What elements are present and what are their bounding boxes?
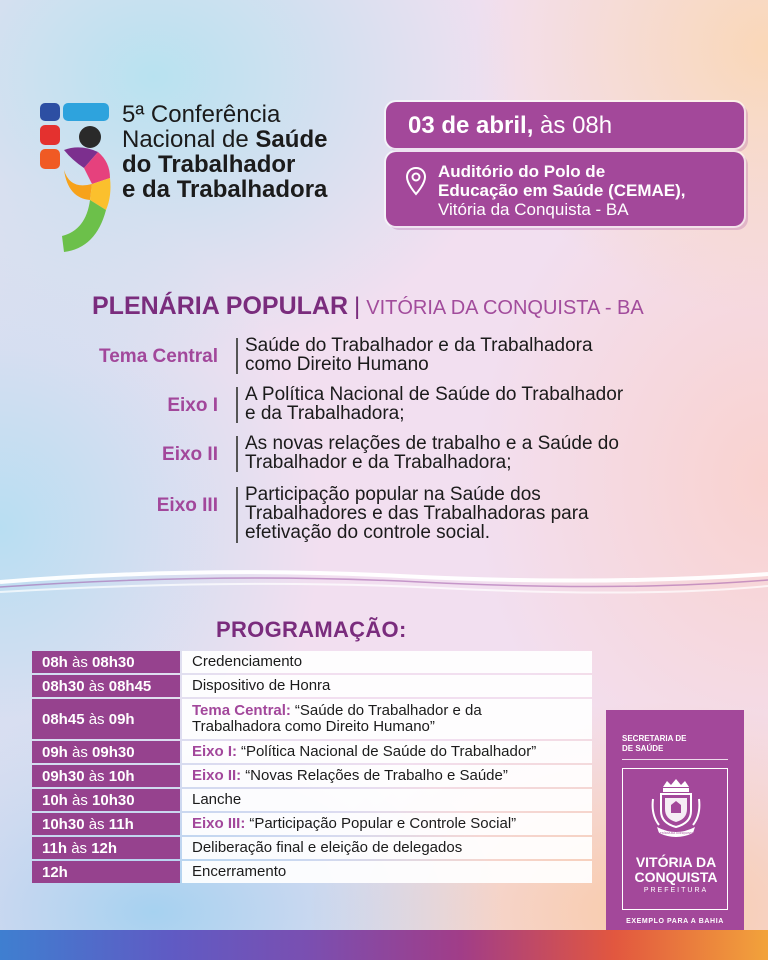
axis-text-line: e da Trabalhadora; bbox=[245, 403, 405, 424]
axis-label: Eixo II bbox=[162, 444, 218, 465]
schedule-time bbox=[32, 837, 180, 859]
schedule-row bbox=[32, 675, 592, 697]
location-pin-icon bbox=[404, 166, 428, 196]
schedule-time bbox=[32, 813, 180, 835]
plenaria-location: VITÓRIA DA CONQUISTA - BA bbox=[366, 297, 644, 319]
axis-label: Eixo I bbox=[167, 395, 218, 416]
schedule-time bbox=[32, 741, 180, 763]
schedule-desc bbox=[182, 765, 592, 787]
time-end: 11h bbox=[108, 815, 134, 833]
event-place-line2: Educação em Saúde (CEMAE), bbox=[438, 181, 686, 200]
prefeitura-panel bbox=[606, 710, 744, 935]
event-place-line1: Auditório do Polo de bbox=[438, 162, 606, 181]
axis-text-line: Participação popular na Saúde dos bbox=[245, 484, 541, 505]
time-end: 08h30 bbox=[92, 653, 135, 671]
event-date-box bbox=[386, 102, 744, 148]
time-sep: às bbox=[84, 677, 109, 695]
secretaria-line2: DE SAÚDE bbox=[622, 744, 664, 753]
secretaria-line1: SECRETARIA DE bbox=[622, 734, 687, 743]
time-end: 10h30 bbox=[92, 791, 135, 809]
event-place-box bbox=[386, 152, 744, 226]
event-place-line3: Vitória da Conquista - BA bbox=[438, 200, 629, 219]
time-start: 08h bbox=[42, 653, 68, 671]
schedule-desc bbox=[182, 675, 592, 697]
axis-tema-central bbox=[0, 336, 768, 378]
time-sep: às bbox=[67, 791, 93, 809]
city-name-line1: VITÓRIA DA bbox=[635, 854, 717, 870]
schedule-row bbox=[32, 861, 592, 883]
schedule-time bbox=[32, 789, 180, 811]
schedule-row bbox=[32, 837, 592, 859]
conference-title-line1: 5ª Conferência bbox=[122, 101, 281, 128]
conference-title bbox=[122, 102, 327, 202]
time-start: 08h30 bbox=[42, 677, 85, 695]
time-sep: às bbox=[67, 653, 93, 671]
axis-divider bbox=[236, 436, 238, 472]
bottom-color-bar bbox=[0, 930, 768, 960]
desc-highlight: Eixo I: bbox=[192, 743, 238, 760]
schedule-time bbox=[32, 861, 180, 883]
schedule-desc bbox=[182, 813, 592, 835]
desc-text: Credenciamento bbox=[192, 653, 303, 670]
desc-text: Trabalhadora como Direito Humano” bbox=[192, 718, 435, 735]
plenaria-heading bbox=[92, 292, 644, 321]
axis-eixo-2 bbox=[0, 434, 768, 476]
schedule-row bbox=[32, 765, 592, 787]
schedule-desc bbox=[182, 861, 592, 883]
axis-text-line: As novas relações de trabalho e a Saúde do bbox=[245, 433, 619, 454]
decorative-wave bbox=[0, 560, 768, 600]
time-start: 12h bbox=[42, 863, 68, 881]
axis-text-line: como Direito Humano bbox=[245, 354, 429, 375]
desc-highlight: Tema Central: bbox=[192, 702, 291, 719]
event-date: 03 de abril, bbox=[408, 112, 534, 139]
time-sep: às bbox=[84, 767, 109, 785]
axis-divider bbox=[236, 387, 238, 423]
time-sep: às bbox=[84, 815, 109, 833]
time-end: 09h bbox=[108, 710, 135, 728]
time-end: 12h bbox=[91, 839, 118, 857]
time-sep: às bbox=[67, 839, 92, 857]
conference-title-line3: do Trabalhador bbox=[122, 151, 296, 178]
conference-logo-icon bbox=[40, 100, 120, 256]
event-time: às 08h bbox=[533, 112, 613, 139]
axis-eixo-3 bbox=[0, 485, 768, 547]
desc-text: Dispositivo de Honra bbox=[192, 677, 331, 694]
time-end: 08h45 bbox=[108, 677, 152, 695]
prefeitura-logo-box bbox=[622, 768, 728, 910]
axis-divider bbox=[236, 487, 238, 543]
time-sep: às bbox=[67, 743, 93, 761]
schedule-row bbox=[32, 651, 592, 673]
time-start: 10h bbox=[42, 791, 68, 809]
axis-text-line: Saúde do Trabalhador e da Trabalhadora bbox=[245, 335, 593, 356]
schedule-time bbox=[32, 699, 180, 739]
schedule-row bbox=[32, 699, 592, 739]
schedule-time bbox=[32, 765, 180, 787]
city-name-line2: CONQUISTA bbox=[634, 869, 718, 885]
desc-text: “Novas Relações de Trabalho e Saúde” bbox=[245, 767, 508, 784]
schedule-row bbox=[32, 789, 592, 811]
desc-text: “Saúde do Trabalhador e da bbox=[294, 702, 482, 719]
time-end: 10h bbox=[108, 767, 135, 785]
programacao-title: PROGRAMAÇÃO: bbox=[216, 617, 407, 642]
axis-label: Eixo III bbox=[156, 495, 218, 516]
axis-eixo-1 bbox=[0, 385, 768, 427]
plenaria-separator: | bbox=[354, 293, 361, 320]
divider bbox=[622, 759, 728, 760]
time-start: 10h30 bbox=[42, 815, 85, 833]
time-sep: às bbox=[84, 710, 109, 728]
axis-text-line: A Política Nacional de Saúde do Trabalhador bbox=[245, 384, 624, 405]
desc-text: Deliberação final e eleição de delegados bbox=[192, 839, 463, 856]
time-start: 11h bbox=[42, 839, 68, 857]
axis-text-line: Trabalhador e da Trabalhadora; bbox=[245, 452, 512, 473]
conference-title-line2-bold: Saúde bbox=[255, 126, 328, 153]
plenaria-title: PLENÁRIA POPULAR bbox=[92, 292, 349, 320]
axis-text-line: efetivação do controle social. bbox=[245, 522, 491, 543]
time-start: 08h45 bbox=[42, 710, 85, 728]
axis-divider bbox=[236, 338, 238, 374]
schedule-desc bbox=[182, 651, 592, 673]
desc-text: “Política Nacional de Saúde do Trabalhador” bbox=[241, 743, 537, 760]
schedule-desc bbox=[182, 741, 592, 763]
desc-highlight: Eixo III: bbox=[192, 815, 246, 832]
desc-multiline bbox=[192, 703, 482, 735]
axis-label: Tema Central bbox=[99, 346, 218, 367]
secretaria-label bbox=[622, 734, 686, 754]
desc-text: “Participação Popular e Controle Social” bbox=[249, 815, 517, 832]
desc-highlight: Eixo II: bbox=[192, 767, 242, 784]
schedule-table bbox=[32, 651, 592, 885]
time-end: 09h30 bbox=[92, 743, 135, 761]
schedule-time bbox=[32, 675, 180, 697]
schedule-desc bbox=[182, 837, 592, 859]
time-start: 09h bbox=[42, 743, 68, 761]
axis-text-line: Trabalhadores e das Trabalhadoras para bbox=[245, 503, 589, 524]
schedule-desc bbox=[182, 789, 592, 811]
schedule-desc bbox=[182, 699, 592, 739]
conference-title-line2 bbox=[122, 127, 327, 152]
crest-text: VITÓRIA DA CONQUISTA bbox=[658, 831, 694, 835]
schedule-row bbox=[32, 813, 592, 835]
schedule-time bbox=[32, 651, 180, 673]
conference-title-line2-prefix: Nacional de bbox=[122, 126, 256, 153]
city-crest-icon bbox=[651, 779, 701, 837]
prefeitura-slogan: EXEMPLO PARA A BAHIA bbox=[626, 918, 724, 925]
desc-text: Encerramento bbox=[192, 863, 287, 880]
prefeitura-label: PREFEITURA bbox=[643, 887, 709, 894]
desc-text: Lanche bbox=[192, 791, 242, 808]
schedule-row bbox=[32, 741, 592, 763]
time-start: 09h30 bbox=[42, 767, 85, 785]
conference-title-line4: e da Trabalhadora bbox=[122, 176, 328, 203]
